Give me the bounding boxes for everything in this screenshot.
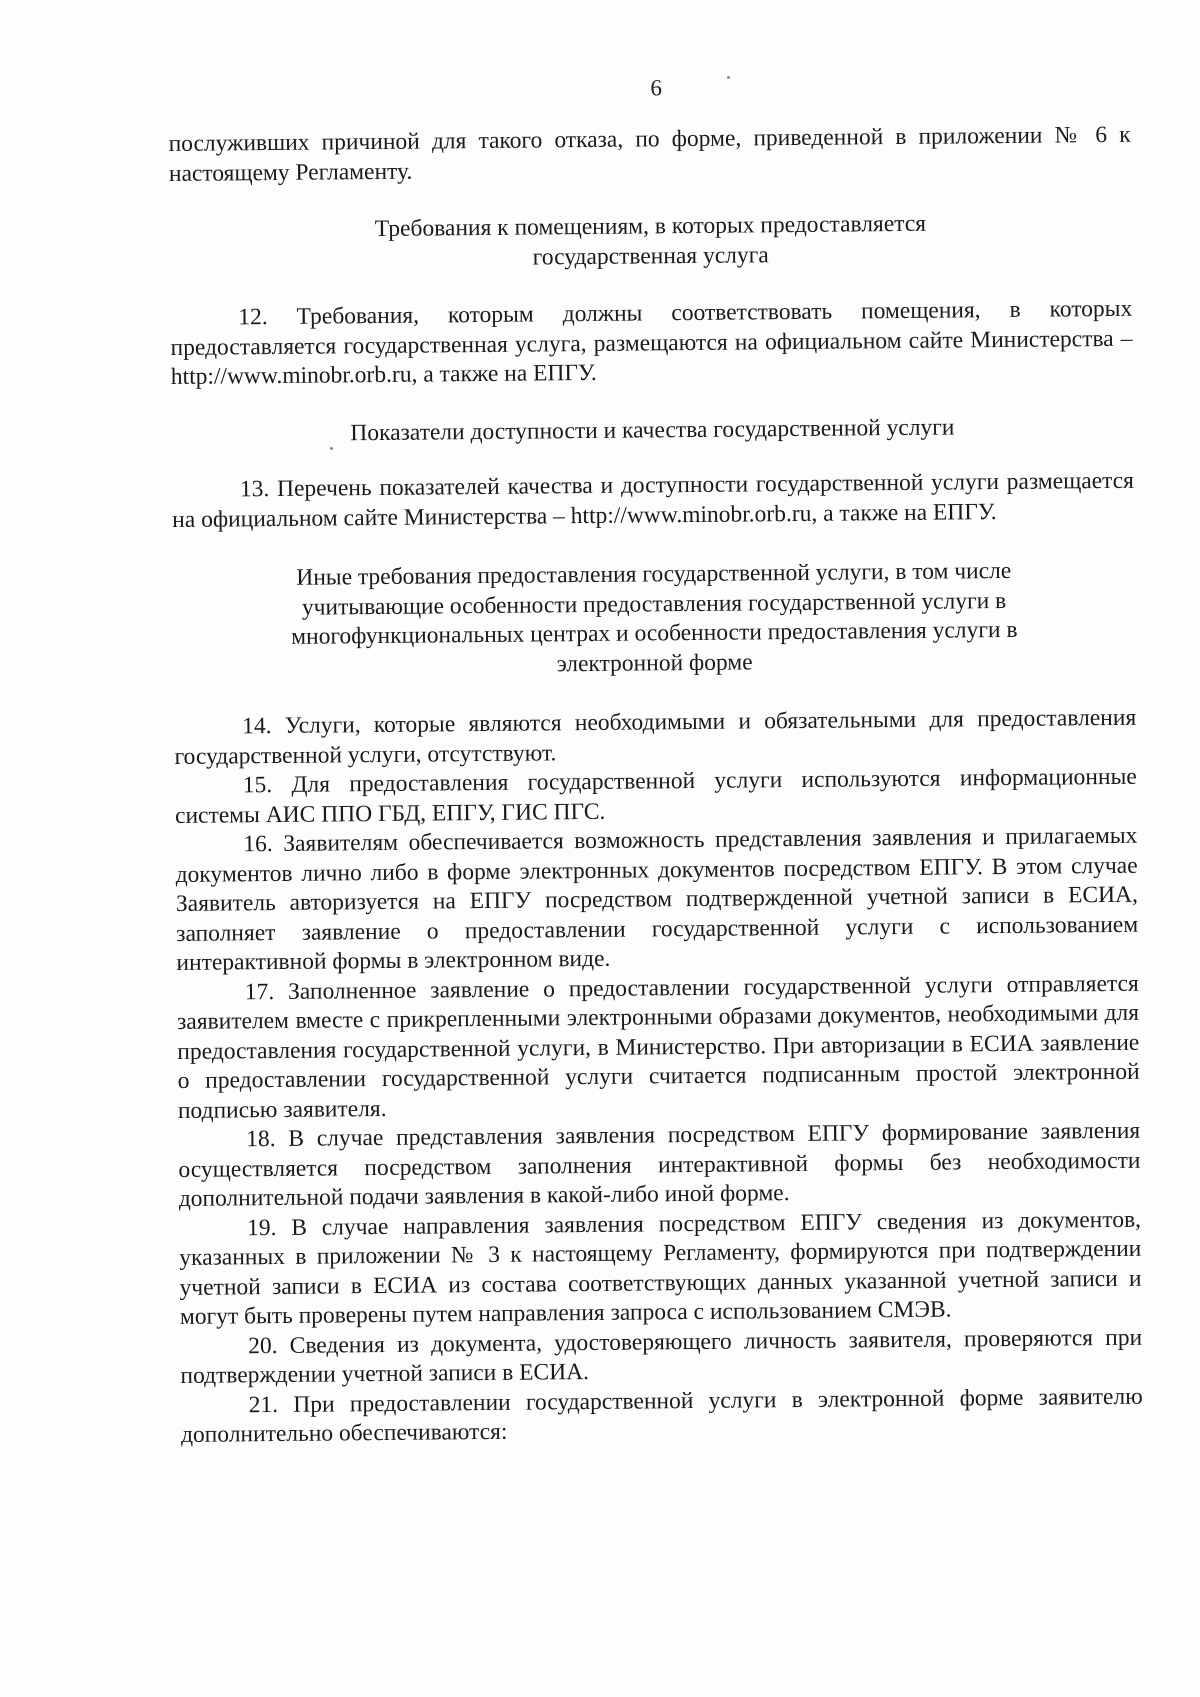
section-heading-other-requirements xyxy=(173,556,1136,683)
page-content xyxy=(168,69,1143,1451)
paragraph-18: 18. В случае представления заявления посредством ЕПГУ формирование заявления осуществляется посредством заполнения интерактивной формы без необходимости дополнительной подачи заявления в какой-либо иной форме. xyxy=(178,1117,1141,1212)
heading-line: многофункциональных центрах и особенности предоставления услуги в xyxy=(291,616,1018,650)
section-heading-accessibility xyxy=(171,411,1133,450)
page-number: 6 xyxy=(650,75,662,101)
paragraph-20: 20. Сведения из документа, удостоверяющего личность заявителя, проверяются при подтверждении учетной записи в ЕСИА. xyxy=(180,1324,1143,1389)
heading-line: Иные требования предоставления государственной услуги, в том числе xyxy=(296,557,1012,591)
heading-line: Показатели доступности и качества государственной услуги xyxy=(350,413,955,446)
paragraph-15: 15. Для предоставления государственной услуги используются информационные системы АИС ППО ГБД, ЕПГУ, ГИС ПГС. xyxy=(174,763,1137,829)
heading-line: Требования к помещениям, в которых предоставляется xyxy=(374,210,927,243)
heading-line: государственная услуга xyxy=(532,241,769,271)
heading-line: электронной форме xyxy=(556,648,753,677)
intro-paragraph: послуживших причиной для такого отказа, по форме, приведенной в приложении № 6 к настоящему Регламенту. xyxy=(168,121,1131,187)
paragraph-16: 16. Заявителям обеспечивается возможность представления заявления и прилагаемых документов лично либо в форме электронных документов посредством ЕПГУ. В этом случае Заявитель авторизуется на ЕПГУ посредством подтвержденной учетной записи в ЕСИА, заполняет заявление о предоставлении государственной услуги с использованием интерактивной формы в электронном виде. xyxy=(175,822,1139,976)
paragraph-13: 13. Перечень показателей качества и доступности государственной услуги размещается на официальном сайте Министерства – http://www.minobr.orb.ru, а также на ЕПГУ. xyxy=(172,467,1135,533)
paragraph-21: 21. При предоставлении государственной услуги в электронной форме заявителю дополнительно обеспечиваются: xyxy=(180,1383,1143,1448)
paragraph-14: 14. Услуги, которые являются необходимыми и обязательными для предоставления государственной услуги, отсутствуют. xyxy=(174,704,1137,770)
paragraph-17: 17. Заполненное заявление о предоставлении государственной услуги отправляется заявителем вместе с прикрепленными электронными образами документов, необходимыми для предоставления государственной услуги, в Министерство. При авторизации в ЕСИА заявление о предоставлении государственной услуги считается подписанным простой электронной подписью заявителя. xyxy=(176,970,1140,1124)
paragraph-12: 12. Требования, которым должны соответствовать помещения, в которых предоставляется государственная услуга, размещаются на официальном сайте Министерства – http://www.minobr.orb.ru, а также на ЕПГУ. xyxy=(170,295,1133,390)
heading-line: учитывающие особенности предоставления государственной услуги в xyxy=(301,587,1007,621)
section-heading-premises xyxy=(169,208,1132,276)
paragraph-19: 19. В случае направления заявления посредством ЕПГУ сведения из документов, указанных в приложении № 3 к настоящему Регламенту, формируются при подтверждении учетной записи в ЕСИА из состава соответствующих данных указанной учетной записи и могут быть проверены путем направления запроса с использованием СМЭВ. xyxy=(179,1206,1142,1330)
